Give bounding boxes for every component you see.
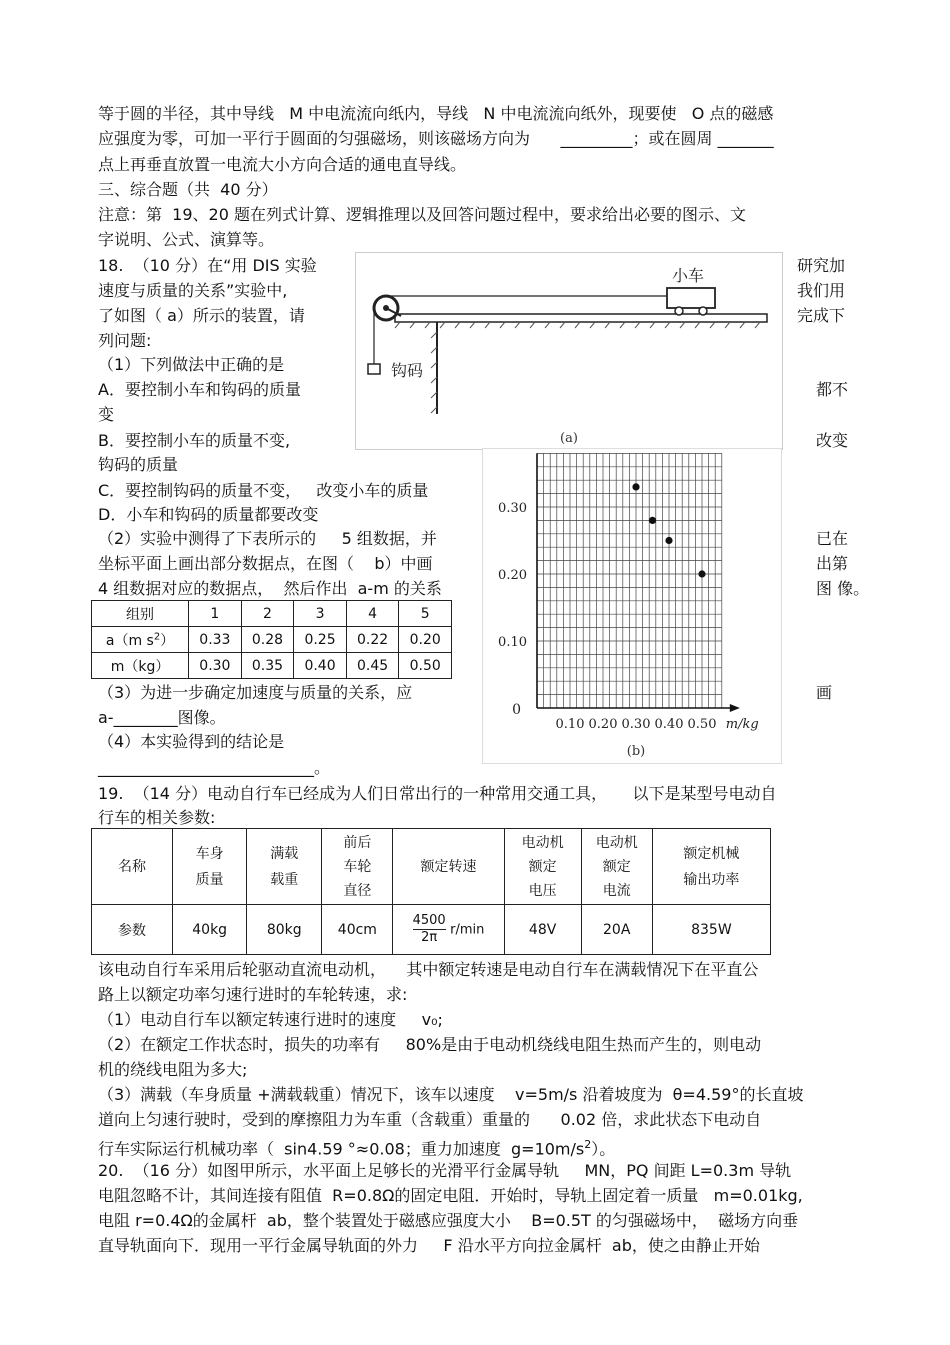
table-cell-speed: $\frac{4500}{2\pi}$ r/min [393, 905, 504, 955]
figure-b-caption: (b) [626, 744, 646, 759]
q19-line: 机的绕线电阻为多大; [98, 1060, 248, 1079]
q18-option: C．要控制钩码的质量不变， 改变小车的质量 [98, 481, 429, 500]
q19-line: 道向上匀速行驶时，受到的摩擦阻力为车重（含载重）重量的 0.02 倍，求此状态下电动自 [98, 1110, 762, 1129]
table-cell: 0.50 [399, 653, 452, 679]
table-header: 额定机械 输出功率 [652, 829, 770, 905]
q19-line: 行车的相关参数: [98, 808, 216, 827]
intro-line: 字说明、公式、演算等。 [98, 230, 275, 249]
q18-option: D．小车和钩码的质量都要改变 [98, 505, 319, 524]
q18-answer-blank: ___________________________。 [98, 758, 331, 777]
q19-params-table [91, 828, 771, 955]
data-point [649, 517, 656, 524]
q20-line: 直导轨面向下．现用一平行金属导轨面的外力 F 沿水平方向拉金属杆 ab，使之由静止开始 [98, 1236, 760, 1255]
q18-line: （2）实验中测得了下表所示的 5 组数据，并 [98, 529, 437, 548]
row-label-a: a（m $s^2$） [92, 627, 189, 653]
figure-b-chart [482, 448, 782, 764]
table-header: 电动机 额定 电压 [504, 829, 581, 905]
q18-right-text: 改变 [816, 431, 849, 450]
table-header: 5 [399, 601, 452, 627]
data-point [698, 570, 705, 577]
q18-right-text: 都不 [816, 380, 849, 399]
table-header: 车身 质量 [173, 829, 247, 905]
q18-line: 坐标平面上画出部分数据点，在图（ b）中画 [98, 554, 433, 573]
table-header: 额定转速 [393, 829, 504, 905]
table-header: 1 [189, 601, 242, 627]
x-axis-label: m/kg [725, 717, 759, 732]
table-header: 名称 [92, 829, 173, 905]
q18-line: a-________图像。 [98, 708, 226, 727]
table-cell: 0.22 [346, 627, 399, 653]
q18-right-text: 出第 [816, 554, 849, 573]
q19-line: 该电动自行车采用后轮驱动直流电动机， 其中额定转速是电动自行车在满载情况下在平直公 [98, 960, 759, 979]
x-tick-label: 0.10 [555, 717, 585, 732]
q18-data-table [91, 600, 452, 679]
q18-right-text: 完成下 [797, 306, 846, 325]
table-header: 4 [346, 601, 399, 627]
table-cell: 0.35 [241, 653, 294, 679]
data-point [665, 537, 672, 544]
x-tick-label: 0.20 [588, 717, 618, 732]
table-header: 前后 车轮 直径 [322, 829, 393, 905]
weight-label: 钩码 [391, 361, 424, 380]
table-cell: 80kg [247, 905, 322, 955]
table-header: 3 [294, 601, 347, 627]
q18-line: （4）本实验得到的结论是 [98, 732, 285, 751]
q18-option: B．要控制小车的质量不变, [98, 431, 291, 450]
q18-right-text: 已在 [816, 529, 849, 548]
q18-option: A．要控制小车和钩码的质量 [98, 380, 301, 399]
table-cell: 48V [504, 905, 581, 955]
intro-line: 注意：第 19、20 题在列式计算、逻辑推理以及回答问题过程中，要求给出必要的图示、文 [98, 205, 746, 224]
q18-option: 变 [98, 405, 115, 424]
intro-line: 应强度为零，可加一平行于圆面的匀强磁场，则该磁场方向为 _________；或在圆周 _______ [98, 129, 774, 148]
table-cell: 40kg [173, 905, 247, 955]
q18-right-text: 画 [816, 683, 833, 702]
y-tick-label: 0.30 [498, 501, 527, 516]
q18-line: 速度与质量的关系”实验中, [98, 281, 288, 300]
q19-line: 路上以额定功率匀速行进时的车轮转速，求: [98, 985, 408, 1004]
table-cell: 20A [581, 905, 652, 955]
q19-line: 行车实际运行机械功率（ sin4.59 °≈0.08；重力加速度 $g=10m/s^2$）。 [98, 1138, 616, 1159]
y-tick-label: 0.10 [498, 635, 527, 650]
q20-line: 20. （16 分）如图甲所示，水平面上足够长的光滑平行金属导轨 MN，PQ 间距 L=0.3m 导轨 [98, 1161, 792, 1180]
intro-line: 点上再垂直放置一电流大小方向合适的通电直导线。 [98, 155, 467, 174]
x-tick-label: 0.40 [654, 717, 684, 732]
row-label: 参数 [92, 905, 173, 955]
q18-line: 了如图（ a）所示的装置，请 [98, 306, 305, 325]
q18-line: 18. （10 分）在“用 DIS 实验 [98, 256, 317, 275]
q18-line: 4 组数据对应的数据点， 然后作出 a-m 的关系 [98, 579, 442, 598]
origin-label: 0 [512, 702, 521, 718]
q20-line: 电阻 r=0.4Ω的金属杆 ab，整个装置处于磁感应强度大小 B=0.5T 的匀强磁场中， 磁场方向垂 [98, 1211, 799, 1230]
q18-line: 列问题: [98, 331, 152, 350]
q20-line: 电阻忽略不计，其间连接有阻值 R=0.8Ω的固定电阻．开始时，导轨上固定着一质量 m=0.01kg, [98, 1186, 803, 1205]
x-tick-label: 0.30 [621, 717, 651, 732]
figure-a-caption: (a) [560, 431, 578, 446]
table-cell: 0.25 [294, 627, 347, 653]
table-cell: 0.45 [346, 653, 399, 679]
intro-line: 等于圆的半径，其中导线 M 中电流流向纸内，导线 N 中电流流向纸外，现要使 O 点的磁感 [98, 104, 774, 123]
q18-line: （1）下列做法中正确的是 [98, 355, 285, 374]
q18-right-text: 研究加 [797, 256, 846, 275]
table-header: 满载 载重 [247, 829, 322, 905]
table-cell: 0.20 [399, 627, 452, 653]
table-cell: 835W [652, 905, 770, 955]
q18-line: （3）为进一步确定加速度与质量的关系，应 [98, 683, 413, 702]
q19-line: （3）满载（车身质量 +满载载重）情况下，该车以速度 v=5m/s 沿着坡度为 θ=4.59°的长直坡 [98, 1085, 804, 1104]
table-cell: 0.33 [189, 627, 242, 653]
row-label-m: m（kg） [92, 653, 189, 679]
table-header: 组别 [92, 601, 189, 627]
data-point [632, 483, 639, 490]
y-tick-label: 0.20 [498, 568, 527, 583]
q19-line: （1）电动自行车以额定转速行进时的速度 v₀; [98, 1010, 443, 1029]
q18-option: 钩码的质量 [98, 455, 179, 474]
cart-label: 小车 [672, 266, 705, 285]
table-cell: 0.30 [189, 653, 242, 679]
table-header: 2 [241, 601, 294, 627]
section-heading: 三、综合题（共 40 分） [98, 180, 278, 199]
table-cell: 0.40 [294, 653, 347, 679]
table-cell: 40cm [322, 905, 393, 955]
table-header: 电动机 额定 电流 [581, 829, 652, 905]
x-tick-label: 0.50 [687, 717, 717, 732]
table-cell: 0.28 [241, 627, 294, 653]
q18-right-text: 我们用 [797, 281, 846, 300]
speed-fraction: $\frac{4500}{2\pi}$ [412, 913, 446, 945]
q18-right-text: 图 像。 [816, 579, 870, 598]
figure-a-apparatus [355, 252, 783, 450]
q19-line: （2）在额定工作状态时，损失的功率有 80%是由于电动机绕线电阻生热而产生的，则电动 [98, 1035, 762, 1054]
q19-line: 19. （14 分）电动自行车已经成为人们日常出行的一种常用交通工具， 以下是某型号电动自 [98, 784, 777, 803]
